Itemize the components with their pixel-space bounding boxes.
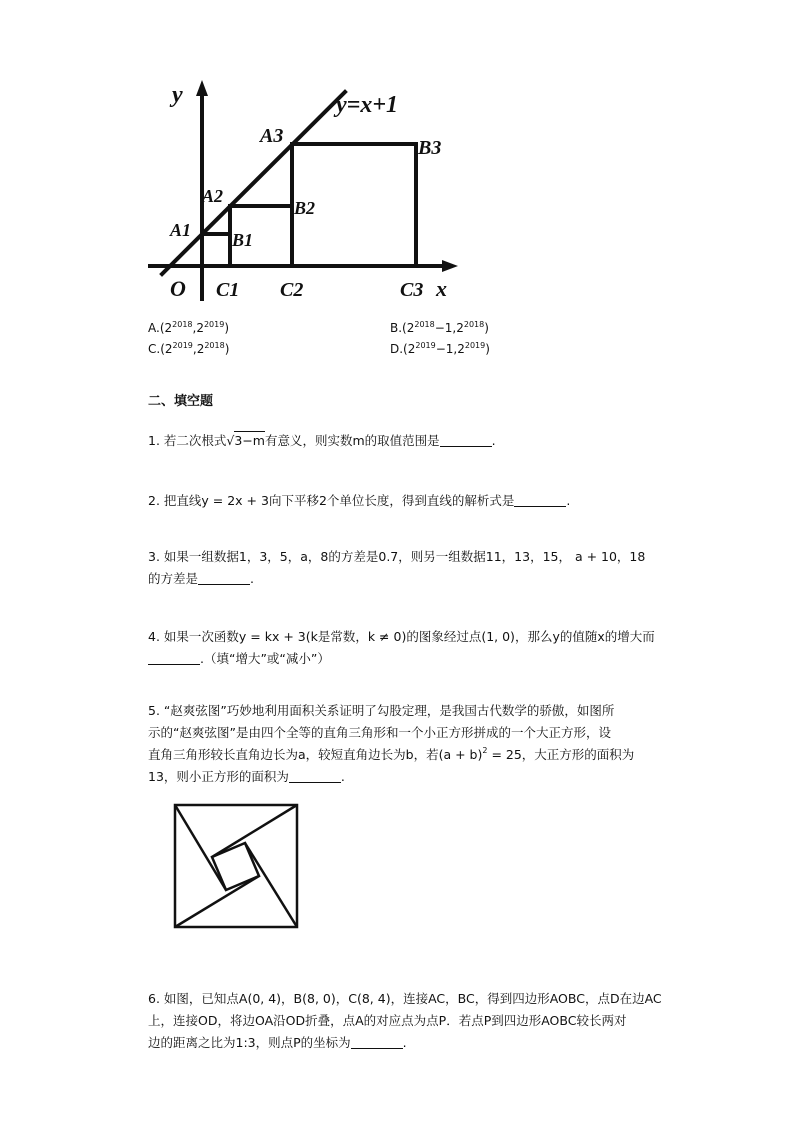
outer-square xyxy=(175,805,297,927)
label-O: O xyxy=(170,276,186,301)
answer-blank-2[interactable] xyxy=(514,492,566,507)
zhao-shuang-chord-diagram xyxy=(172,802,300,930)
triangle-edge-1 xyxy=(175,805,226,890)
option-b[interactable]: $B.(2^{2018}-1,2^{2018})$ xyxy=(390,320,489,335)
triangle-edge-2 xyxy=(212,805,297,857)
question-1: 1. 若二次根式√3−m有意义，则实数m的取值范围是 . xyxy=(148,433,496,448)
inner-square xyxy=(212,843,259,890)
answer-blank-5[interactable] xyxy=(289,768,341,783)
y-axis-arrow xyxy=(196,80,208,96)
question-5: 5. “赵爽弦图”巧妙地利用面积关系证明了勾股定理，是我国古代数学的骄傲，如图所 示的“赵爽弦图”是由四个全等的直角三角形和一个小正方形拼成的一个大正方形，设 直角三角形较长直角边长为a，较短直角边长为b，若$(a + b)^2 = 25$，大正方形的面积为 13，则小正方形的面积为 . xyxy=(148,703,635,784)
question-3: 3. 如果一组数据1，3，5，a，8的方差是0.7，则另一组数据11，13，15， a + 10，18 的方差是 . xyxy=(148,549,646,586)
staircase-squares-figure xyxy=(140,74,470,304)
label-x: x xyxy=(436,276,447,301)
section-title: 二、填空题 xyxy=(148,394,214,409)
label-A1: A1 xyxy=(170,220,192,240)
label-B3: B3 xyxy=(418,137,442,159)
label-C1: C1 xyxy=(216,279,240,301)
answer-blank-3[interactable] xyxy=(198,570,250,585)
label-A3: A3 xyxy=(260,125,284,147)
question-4: 4. 如果一次函数y = kx + 3(k是常数，k ≠ 0)的图象经过点(1, 0)，那么y的值随x的增大而 .（填“增大”或“减小”） xyxy=(148,629,655,666)
label-A2: A2 xyxy=(202,186,224,206)
radicand: 3−m xyxy=(234,433,265,448)
square-1 xyxy=(202,234,230,266)
option-c[interactable]: $C.(2^{2019},2^{2018})$ xyxy=(148,341,230,356)
label-C3: C3 xyxy=(400,279,424,301)
label-line: y=x+1 xyxy=(336,92,399,118)
line-y-eq-x-plus-1 xyxy=(162,92,345,274)
triangle-edge-4 xyxy=(175,876,259,927)
option-a[interactable]: $A.(2^{2018},2^{2019})$ xyxy=(148,320,229,335)
option-d[interactable]: $D.(2^{2019}-1,2^{2019})$ xyxy=(390,341,490,356)
x-axis-arrow xyxy=(442,260,458,272)
question-6: 6. 如图，已知点A(0, 4)，B(8, 0)，C(8, 4)，连接AC，BC，得到四边形AOBC，点D在边AC 上，连接OD，将边OA沿OD折叠，点A的对应点为点P．若点P到四边形AOBC较长两对 边的距离之比为1:3，则点P的坐标为 . xyxy=(148,991,662,1050)
answer-blank-6[interactable] xyxy=(351,1034,403,1049)
label-y: y xyxy=(172,82,183,108)
label-B1: B1 xyxy=(232,230,254,250)
label-C2: C2 xyxy=(280,279,304,301)
answer-blank-4[interactable] xyxy=(148,650,200,665)
answer-blank-1[interactable] xyxy=(440,432,492,447)
label-B2: B2 xyxy=(294,198,316,218)
question-2: 2. 把直线y = 2x + 3向下平移2个单位长度，得到直线的解析式是 . xyxy=(148,493,571,508)
triangle-edge-3 xyxy=(245,843,297,927)
